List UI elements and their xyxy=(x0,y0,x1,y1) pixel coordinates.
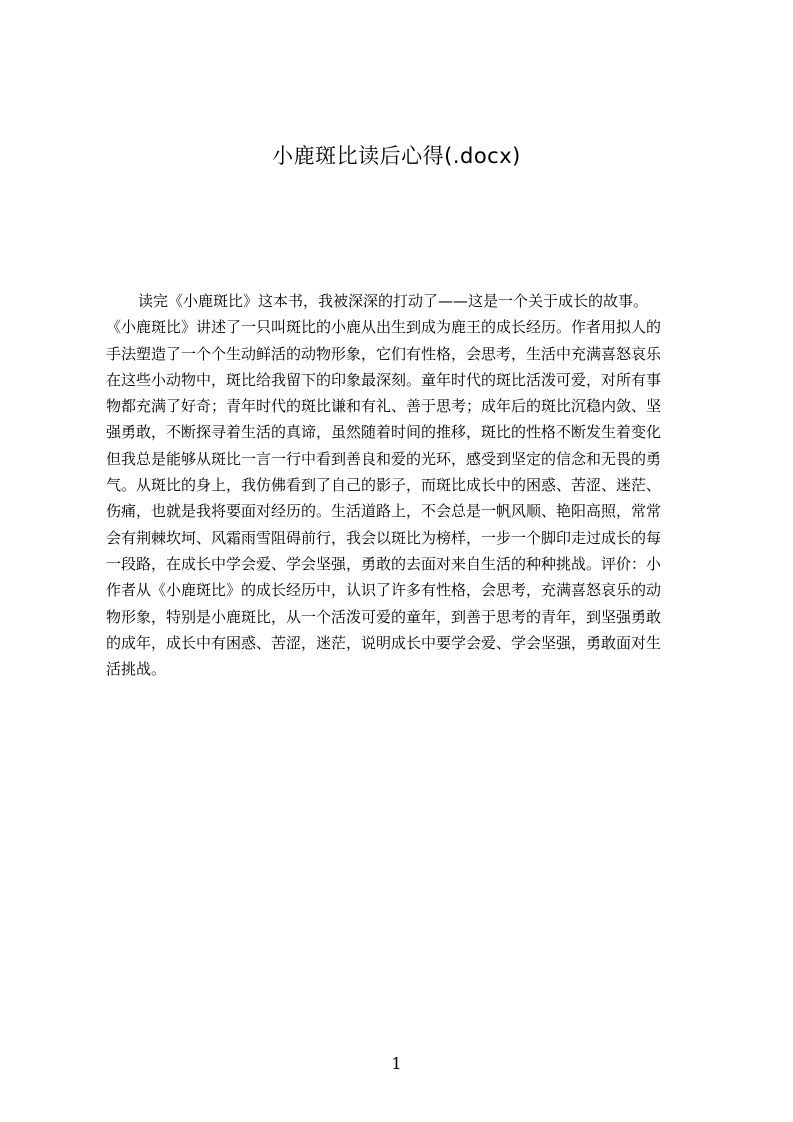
paragraph-line: 手法塑造了一个个生动鲜活的动物形象，它们有性格，会思考，生活中充满喜怒哀乐 xyxy=(106,344,662,363)
paragraph-line: 在这些小动物中，斑比给我留下的印象最深刻。童年时代的斑比活泼可爱，对所有事 xyxy=(106,370,662,389)
paragraph-line: 作者从《小鹿斑比》的成长经历中，认识了许多有性格，会思考，充满喜怒哀乐的动 xyxy=(106,581,662,600)
paragraph-line: 会有荆棘坎坷、风霜雨雪阻碍前行，我会以斑比为榜样，一步一个脚印走过成长的每 xyxy=(106,528,662,547)
paragraph-line: 气。从斑比的身上，我仿佛看到了自己的影子，而斑比成长中的困惑、苦涩、迷茫、 xyxy=(106,476,662,495)
paragraph-line: 但我总是能够从斑比一言一行中看到善良和爱的光环，感受到坚定的信念和无畏的勇 xyxy=(106,449,662,468)
paragraph-line: 强勇敢，不断探寻着生活的真谛，虽然随着时间的推移，斑比的性格不断发生着变化 xyxy=(106,423,662,442)
paragraph-line: 物都充满了好奇；青年时代的斑比谦和有礼、善于思考；成年后的斑比沉稳内敛、坚 xyxy=(106,397,662,416)
paragraph-line: 一段路，在成长中学会爱、学会坚强，勇敢的去面对来自生活的种种挑战。评价：小 xyxy=(106,554,662,573)
paragraph-line: 伤痛，也就是我将要面对经历的。生活道路上，不会总是一帆风顺、艳阳高照，常常 xyxy=(106,502,662,521)
document-title: 小鹿斑比读后心得(.docx) xyxy=(272,144,521,168)
body-paragraph xyxy=(106,288,702,682)
paragraph-line: 读完《小鹿斑比》这本书，我被深深的打动了——这是一个关于成长的故事。 xyxy=(138,292,649,310)
page-number: 1 xyxy=(391,1054,402,1073)
paragraph-line: 《小鹿斑比》讲述了一只叫斑比的小鹿从出生到成为鹿王的成长经历。作者用拟人的 xyxy=(106,318,662,337)
paragraph-line: 活挑战。 xyxy=(106,660,167,679)
paragraph-line: 物形象，特别是小鹿斑比，从一个活泼可爱的童年，到善于思考的青年，到坚强勇敢 xyxy=(106,607,662,626)
paragraph-line: 的成年，成长中有困惑、苦涩，迷茫，说明成长中要学会爱、学会坚强，勇敢面对生 xyxy=(106,633,662,652)
